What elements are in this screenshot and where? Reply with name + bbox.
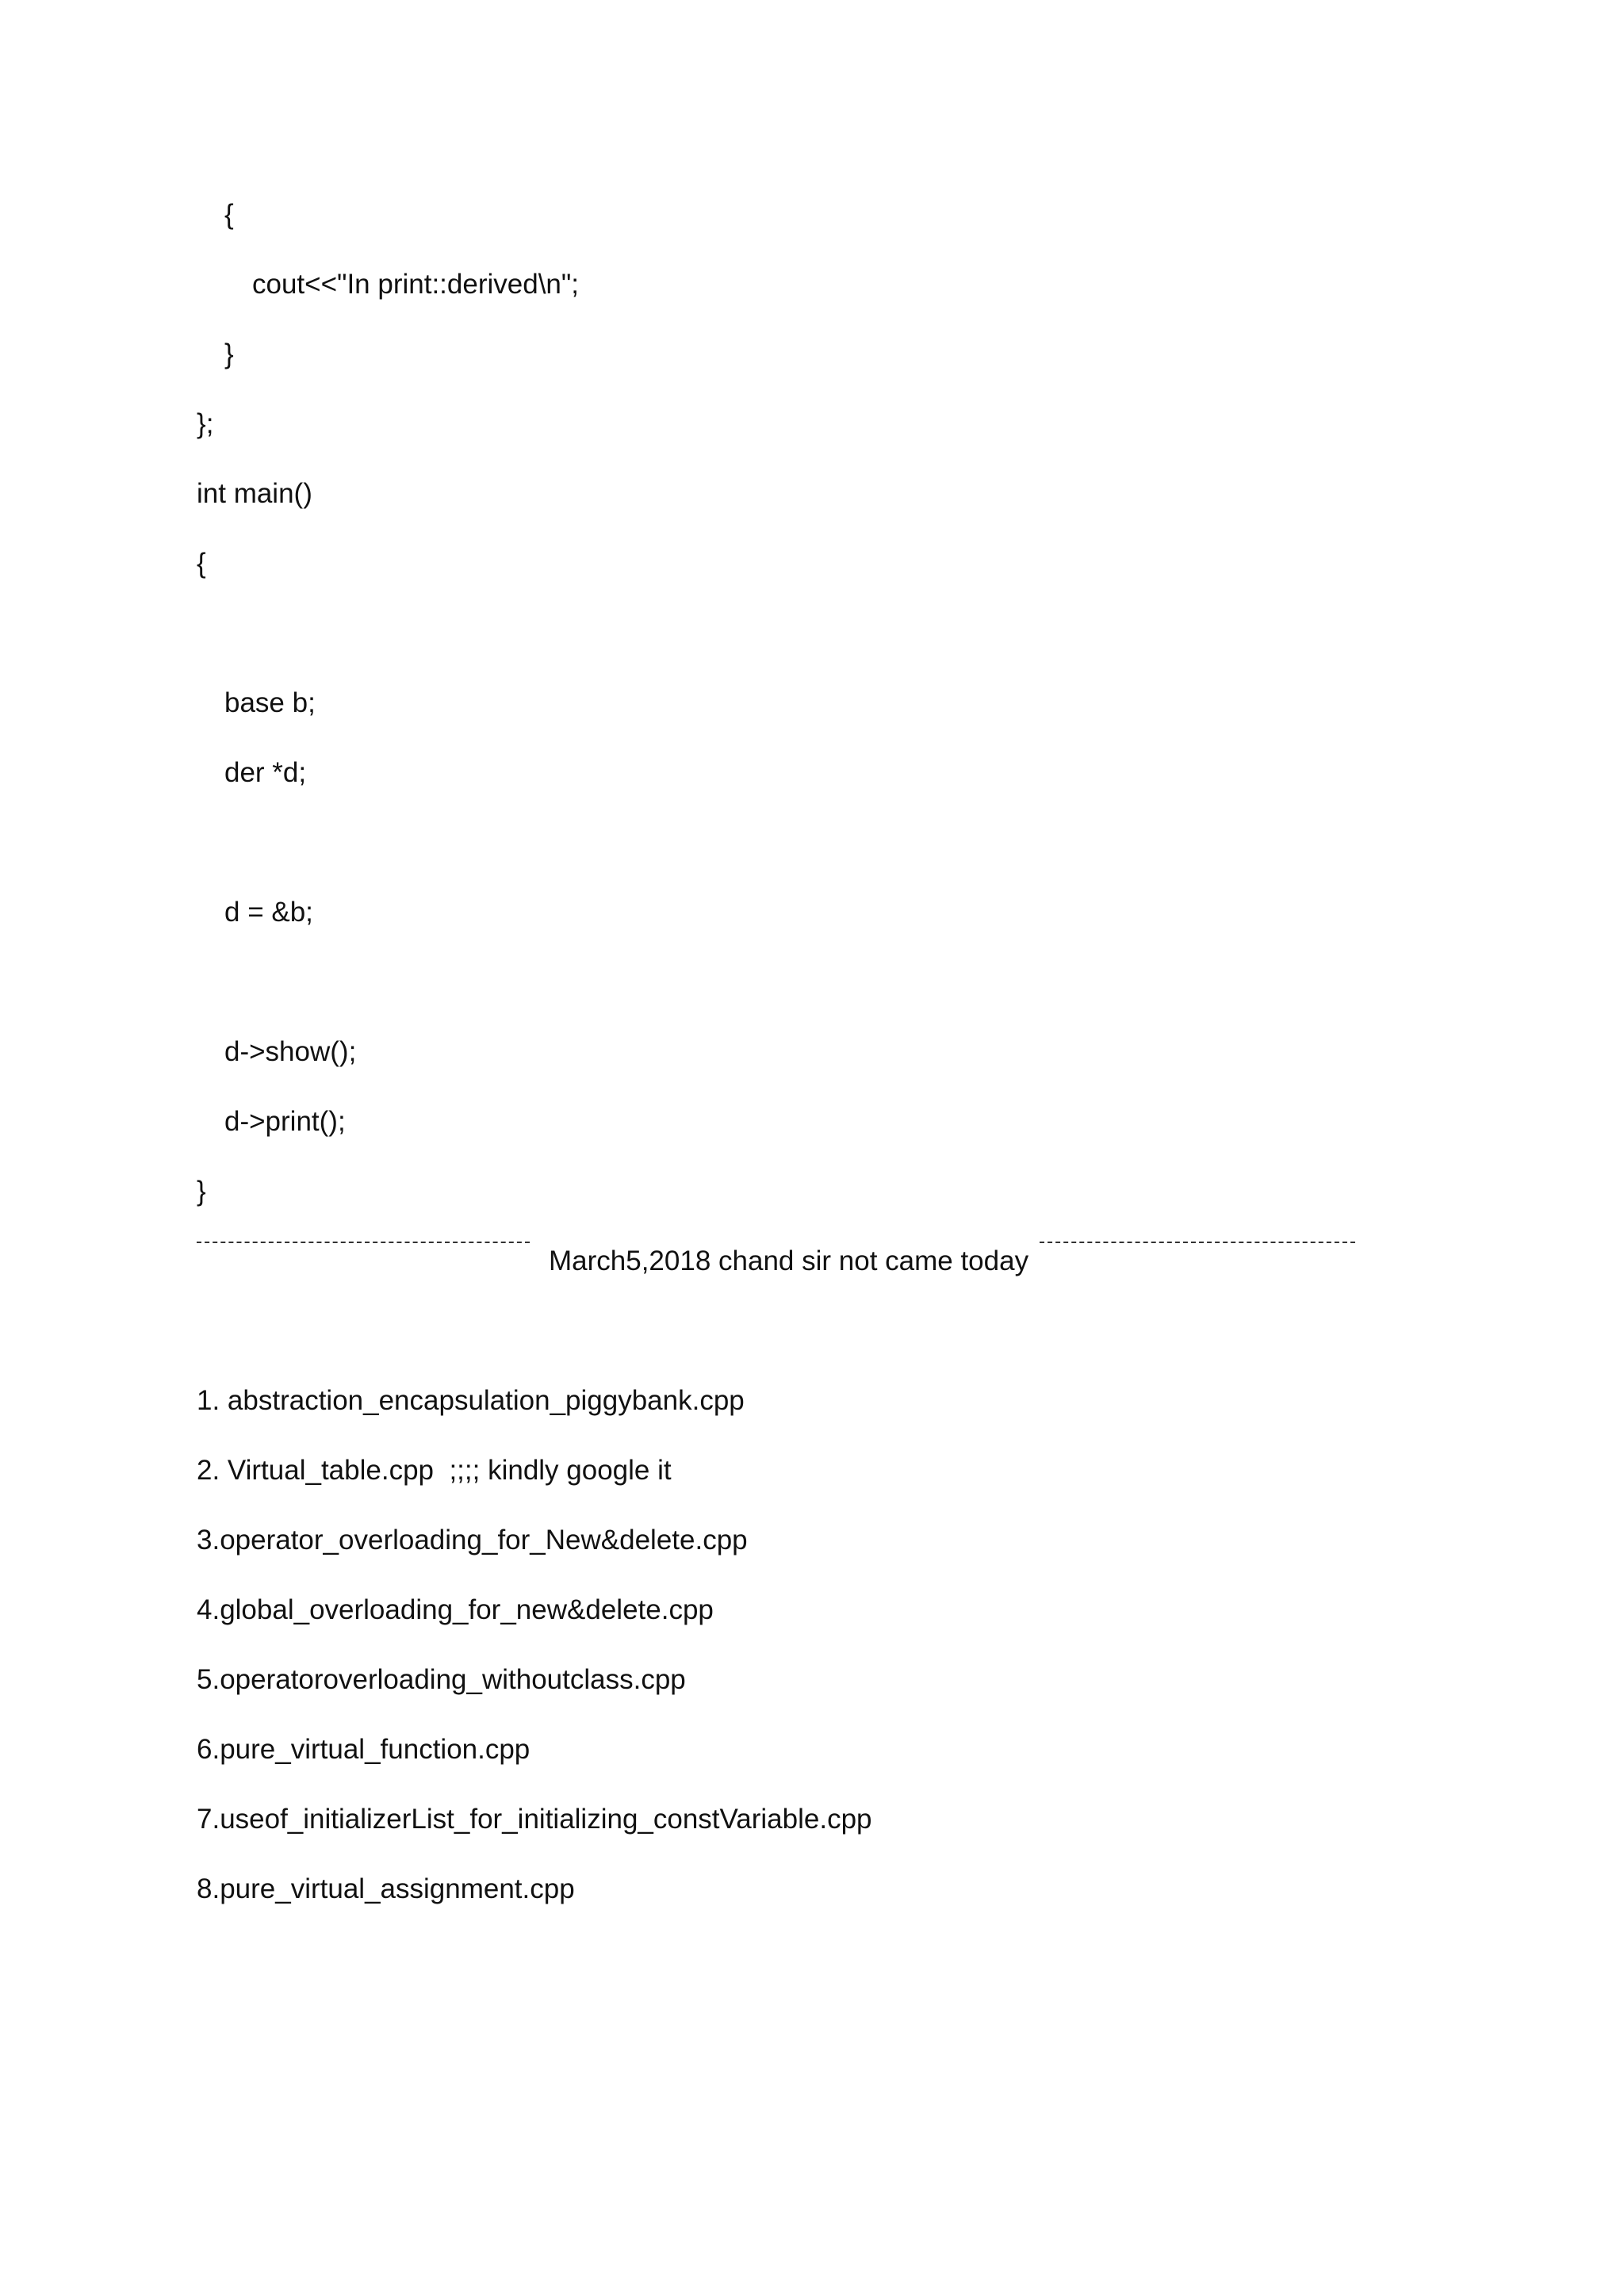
code-line: d->show(); <box>224 1036 357 1067</box>
code-line: } <box>197 1176 206 1207</box>
code-line: d->print(); <box>224 1106 346 1137</box>
file-list-item: 1. abstraction_encapsulation_piggybank.cpp <box>197 1385 745 1416</box>
file-list-item: 3.operator_overloading_for_New&delete.cpp <box>197 1525 748 1556</box>
separator-dashes-right <box>1040 1242 1355 1243</box>
code-line: } <box>224 339 234 369</box>
file-list-item: 7.useof_initializerList_for_initializing_constVariable.cpp <box>197 1804 872 1835</box>
code-line: cout<<"In print::derived\n"; <box>252 269 580 300</box>
code-line: }; <box>197 408 214 439</box>
code-line: int main() <box>197 478 312 509</box>
separator-text: March5,2018 chand sir not came today <box>549 1246 1029 1276</box>
separator-dashes-left <box>197 1242 530 1243</box>
code-line: d = &b; <box>224 897 313 928</box>
code-line: { <box>224 199 234 230</box>
code-line: der *d; <box>224 757 307 788</box>
code-line: { <box>197 548 206 579</box>
file-list-item: 8.pure_virtual_assignment.cpp <box>197 1873 575 1904</box>
file-list-item: 4.global_overloading_for_new&delete.cpp <box>197 1594 714 1625</box>
file-list-item: 6.pure_virtual_function.cpp <box>197 1734 530 1765</box>
code-line: base b; <box>224 687 316 718</box>
file-list-item: 2. Virtual_table.cpp ;;;; kindly google it <box>197 1455 672 1486</box>
file-list-item: 5.operatoroverloading_withoutclass.cpp <box>197 1664 686 1695</box>
